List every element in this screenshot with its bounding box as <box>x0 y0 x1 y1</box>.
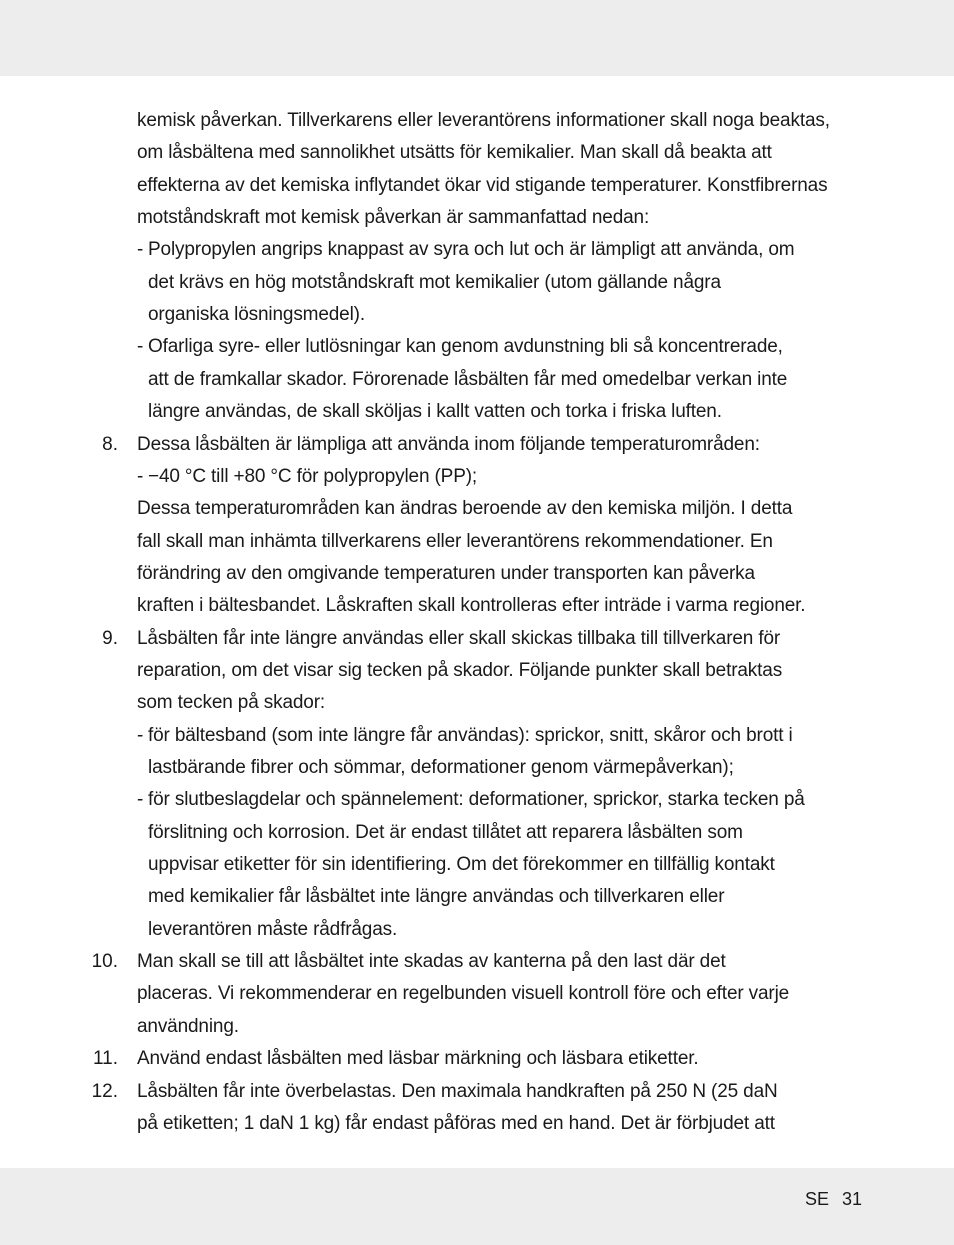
numbered-item-line: Låsbälten får inte längre användas eller skall skickas tillbaka till tillverkaren för <box>137 627 781 649</box>
list-number: 9. <box>102 627 118 649</box>
paragraph-line: Dessa temperaturområden kan ändras beroende av den kemiska miljön. I detta <box>137 498 793 520</box>
bullet-text-line: uppvisar etiketter för sin identifiering. Om det förekommer en tillfällig kontakt <box>148 854 775 876</box>
bullet-text-line: för bältesband (som inte längre får användas): sprickor, snitt, skåror och brott i <box>148 724 793 746</box>
bullet-dash: - <box>137 465 144 487</box>
paragraph-line: effekterna av det kemiska inflytandet ökar vid stigande temperaturer. Konstfibrernas <box>137 174 828 196</box>
numbered-item-line: användning. <box>137 1015 239 1037</box>
paragraph-line: kemisk påverkan. Tillverkarens eller leverantörens informationer skall noga beaktas, <box>137 110 830 131</box>
bullet-text-line: förslitning och korrosion. Det är endast tillåtet att reparera låsbälten som <box>148 821 743 843</box>
numbered-item-line: Dessa låsbälten är lämpliga att använda inom följande temperaturområden: <box>137 433 760 455</box>
numbered-item-line: reparation, om det visar sig tecken på skador. Följande punkter skall betraktas <box>137 659 783 681</box>
bullet-text-line: med kemikalier får låsbältet inte längre användas och tillverkaren eller <box>148 886 725 908</box>
paragraph-line: motståndskraft mot kemisk påverkan är sammanfattad nedan: <box>137 207 650 229</box>
numbered-item-line: Låsbälten får inte överbelastas. Den maximala handkraften på 250 N (25 daN <box>137 1080 778 1102</box>
list-number: 12. <box>91 1080 118 1102</box>
list-number: 11. <box>92 1048 118 1070</box>
bullet-text-line: −40 °C till +80 °C för polypropylen (PP); <box>148 465 478 487</box>
list-number: 8. <box>102 433 118 455</box>
bullet-text-line: det krävs en hög motståndskraft mot kemikalier (utom gällande några <box>148 271 721 293</box>
paragraph-line: förändring av den omgivande temperaturen under transporten kan påverka <box>137 562 755 584</box>
paragraph-line: om låsbältena med sannolikhet utsätts för kemikalier. Man skall då beakta att <box>137 142 772 164</box>
bullet-text-line: att de framkallar skador. Förorenade låsbälten får med omedelbar verkan inte <box>148 368 788 390</box>
footer-language-code: SE <box>805 1189 830 1209</box>
bullet-text-line: lastbärande fibrer och sömmar, deformationer genom värmepåverkan); <box>148 757 734 778</box>
bullet-dash: - <box>137 336 144 358</box>
numbered-item-line: Man skall se till att låsbältet inte skadas av kanterna på den last där det <box>137 951 726 973</box>
numbered-item-line: som tecken på skador: <box>137 692 326 714</box>
bullet-text-line: leverantören måste rådfrågas. <box>148 918 398 940</box>
bullet-dash: - <box>137 724 144 746</box>
bullet-text-line: organiska lösningsmedel). <box>148 304 365 326</box>
numbered-item-line: placeras. Vi rekommenderar en regelbunden visuell kontroll före och efter varje <box>137 983 790 1005</box>
list-number: 10. <box>91 951 118 973</box>
bullet-text-line: längre användas, de skall sköljas i kallt vatten och torka i friska luften. <box>148 401 722 423</box>
bullet-text-line: Ofarliga syre- eller lutlösningar kan genom avdunstning bli så koncentrerade, <box>148 336 783 358</box>
numbered-item-line: på etiketten; 1 daN 1 kg) får endast påföras med en hand. Det är förbjudet att <box>137 1112 775 1134</box>
bullet-dash: - <box>137 789 144 811</box>
header-band <box>0 0 954 76</box>
bullet-dash: - <box>137 239 144 261</box>
footer-page-number: 31 <box>842 1189 863 1209</box>
paragraph-line: fall skall man inhämta tillverkarens eller leverantörens rekommendationer. En <box>137 530 773 552</box>
paragraph-line: kraften i bältesbandet. Låskraften skall kontrolleras efter inträde i varma regioner. <box>137 595 806 617</box>
bullet-text-line: Polypropylen angrips knappast av syra och lut och är lämpligt att använda, om <box>148 239 795 261</box>
bullet-text-line: för slutbeslagdelar och spännelement: deformationer, sprickor, starka tecken på <box>148 789 805 811</box>
numbered-item-line: Använd endast låsbälten med läsbar märkning och läsbara etiketter. <box>137 1048 699 1070</box>
